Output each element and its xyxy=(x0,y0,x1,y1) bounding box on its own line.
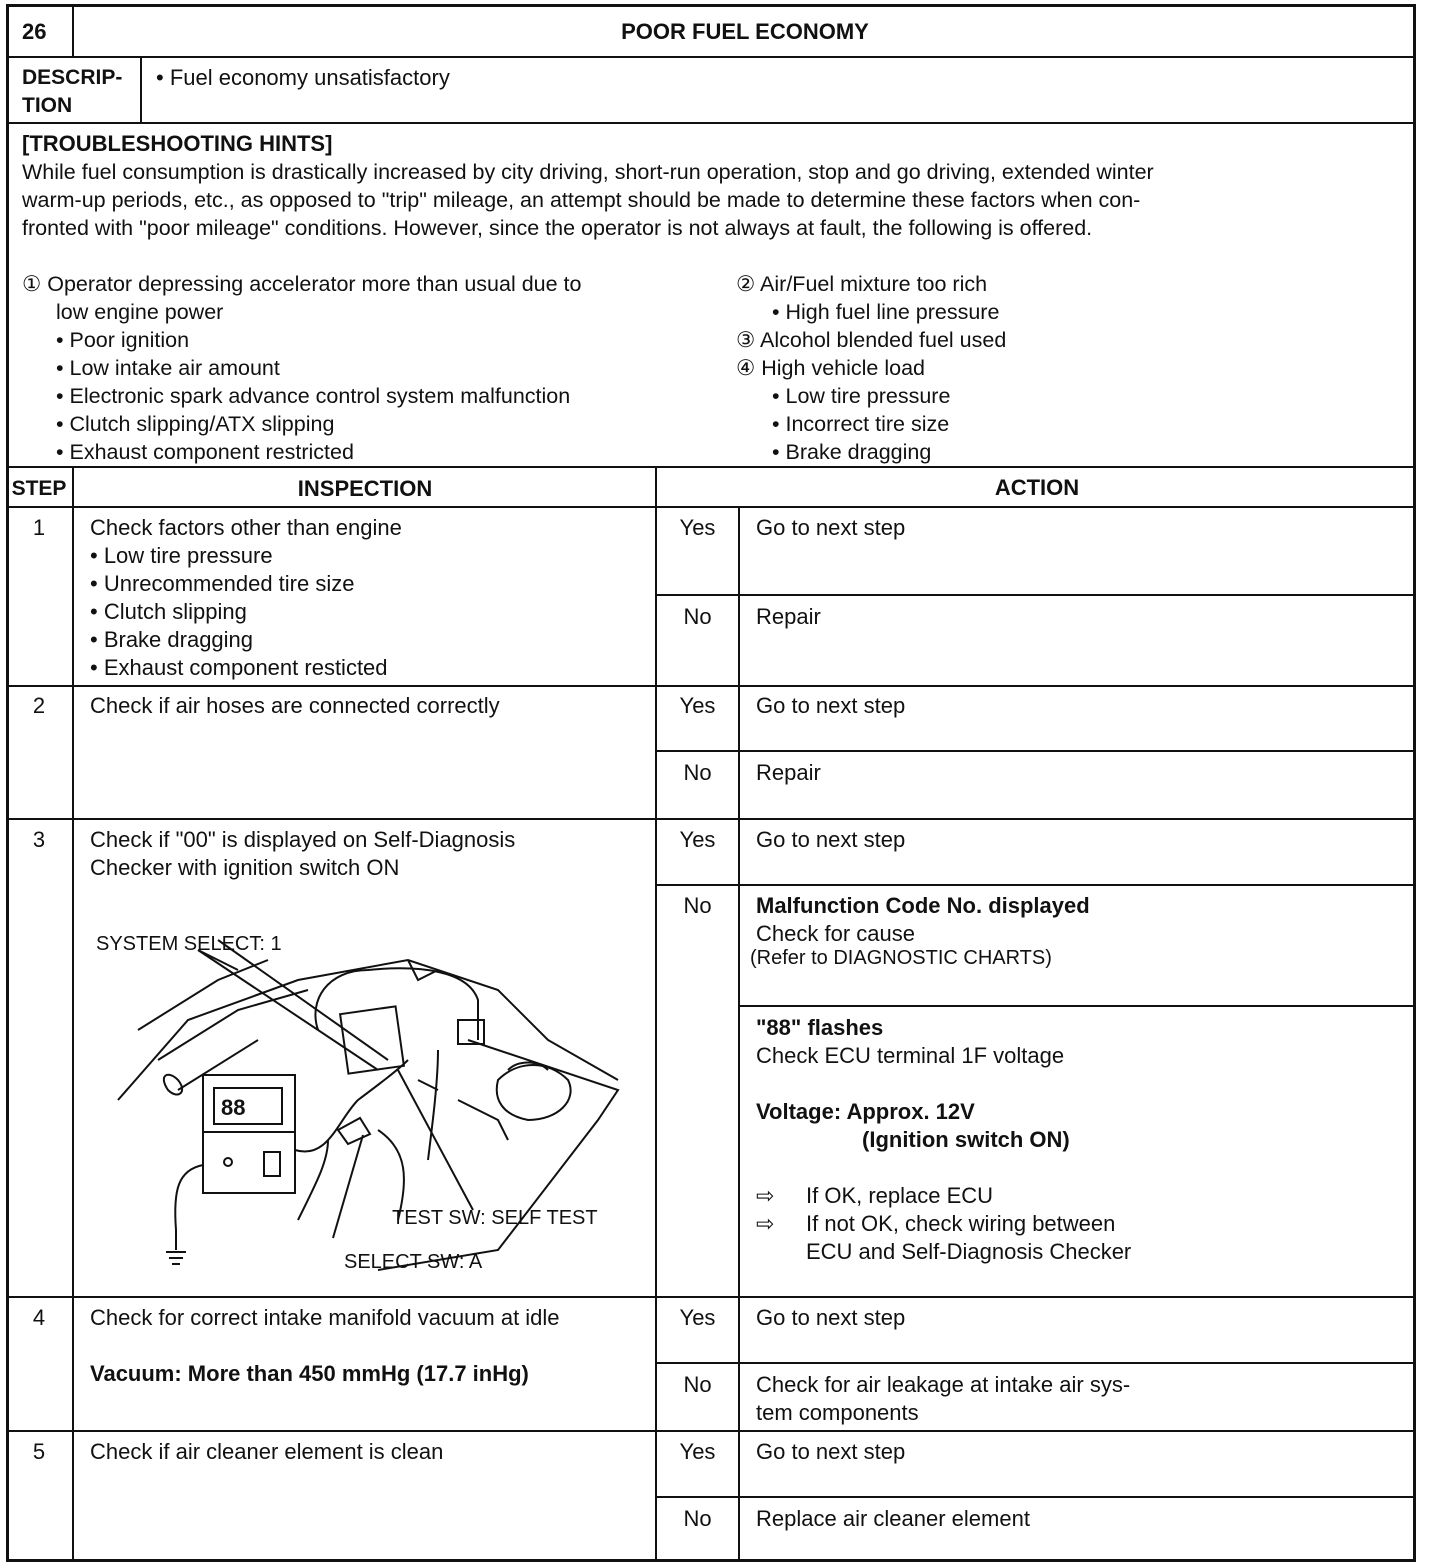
no-label: No xyxy=(683,1506,712,1531)
hint-item: • Brake dragging xyxy=(772,440,932,464)
step-number: 3 xyxy=(32,827,46,852)
no-action-title: Malfunction Code No. displayed xyxy=(756,893,1090,918)
hints-title: [TROUBLESHOOTING HINTS] xyxy=(22,131,333,156)
divider xyxy=(655,750,1416,752)
figure-label-system-select: SYSTEM SELECT: 1 xyxy=(96,933,282,955)
no-action: Repair xyxy=(756,760,821,785)
no-action: Check for air leakage at intake air sys- xyxy=(756,1372,1131,1397)
arrow-icon: ⇨ xyxy=(756,1211,775,1236)
no-label: No xyxy=(683,760,712,785)
yes-label: Yes xyxy=(679,515,716,540)
no-label: No xyxy=(683,1372,712,1397)
voltage-spec-condition: (Ignition switch ON) xyxy=(862,1127,1070,1152)
step-inspection: Check if air cleaner element is clean xyxy=(90,1439,444,1464)
inspection-line: • Exhaust component resticted xyxy=(90,655,388,680)
arrow-icon: ⇨ xyxy=(756,1183,775,1208)
hint-item: • High fuel line pressure xyxy=(772,300,1000,324)
hint-item: low engine power xyxy=(56,300,224,324)
figure-label-select-sw: SELECT SW: A xyxy=(344,1251,483,1273)
inspection-line: • Clutch slipping xyxy=(90,599,247,624)
yes-action: Go to next step xyxy=(756,1305,906,1330)
divider xyxy=(6,56,1416,58)
no-action: tem components xyxy=(756,1400,919,1425)
divider xyxy=(655,1496,1416,1498)
no-action-title: "88" flashes xyxy=(756,1015,884,1040)
step-inspection xyxy=(90,514,402,682)
column-header-inspection: INSPECTION xyxy=(297,476,433,501)
divider xyxy=(655,884,1416,886)
figure-label-test-sw: TEST SW: SELF TEST xyxy=(392,1207,598,1229)
vacuum-spec: Vacuum: More than 450 mmHg (17.7 inHg) xyxy=(90,1361,529,1386)
divider xyxy=(6,466,1416,468)
inspection-line: Checker with ignition switch ON xyxy=(90,855,400,880)
hint-item: ① Operator depressing accelerator more than usual due to xyxy=(22,272,582,296)
hints-paragraph xyxy=(22,158,1154,242)
divider xyxy=(6,818,1416,820)
divider xyxy=(738,1005,1416,1007)
divider xyxy=(6,1430,1416,1432)
step-number: 1 xyxy=(32,515,46,540)
divider xyxy=(655,594,1416,596)
description-label-line: DESCRIP- xyxy=(22,66,123,89)
page-number: 26 xyxy=(22,19,47,44)
no-action: Repair xyxy=(756,604,821,629)
no-action-reference: (Refer to DIAGNOSTIC CHARTS) xyxy=(750,947,1052,969)
no-action: Replace air cleaner element xyxy=(756,1506,1030,1531)
yes-label: Yes xyxy=(679,693,716,718)
page-title: POOR FUEL ECONOMY xyxy=(621,19,869,44)
hint-item: • Exhaust component restricted xyxy=(56,440,354,464)
column-header-action: ACTION xyxy=(994,475,1080,500)
step-number: 4 xyxy=(32,1305,46,1330)
hint-item: • Poor ignition xyxy=(56,328,190,352)
result-line xyxy=(756,1210,1115,1238)
yes-action: Go to next step xyxy=(756,693,906,718)
inspection-line: • Low tire pressure xyxy=(90,543,273,568)
self-diagnosis-checker-illustration xyxy=(78,920,652,1290)
column-header-step: STEP xyxy=(11,477,67,500)
no-action-text: Check for cause xyxy=(756,921,915,946)
description-label-line: TION xyxy=(22,94,73,117)
hint-item: ② Air/Fuel mixture too rich xyxy=(736,272,988,296)
hints-paragraph-line: While fuel consumption is drastically increased by city driving, short-run operation, stop and go driving, extended winter xyxy=(22,160,1154,184)
divider xyxy=(6,1296,1416,1298)
step-inspection xyxy=(90,826,515,882)
result-text: ECU and Self-Diagnosis Checker xyxy=(806,1239,1132,1264)
no-label: No xyxy=(683,604,712,629)
hints-paragraph-line: fronted with "poor mileage" conditions. However, since the operator is not always at fault, the following is offered. xyxy=(22,216,1093,240)
hint-item: • Clutch slipping/ATX slipping xyxy=(56,412,335,436)
description-text: • Fuel economy unsatisfactory xyxy=(156,65,450,90)
yes-action: Go to next step xyxy=(756,1439,906,1464)
hint-item: ③ Alcohol blended fuel used xyxy=(736,328,1007,352)
no-action-text: Check ECU terminal 1F voltage xyxy=(756,1043,1065,1068)
inspection-line: • Brake dragging xyxy=(90,627,254,652)
hints-left-list xyxy=(22,270,581,466)
hints-right-list xyxy=(736,270,1006,466)
voltage-spec: Voltage: Approx. 12V xyxy=(756,1099,975,1124)
hint-item: ④ High vehicle load xyxy=(736,356,925,380)
description-label xyxy=(22,64,122,120)
hint-item: • Incorrect tire size xyxy=(772,412,950,436)
result-line xyxy=(756,1182,993,1210)
divider xyxy=(655,1362,1416,1364)
divider xyxy=(738,506,740,1560)
no-label: No xyxy=(683,893,712,918)
hint-item: • Low tire pressure xyxy=(772,384,951,408)
checker-display-readout: 88 xyxy=(221,1095,246,1120)
divider xyxy=(6,685,1416,687)
step-inspection: Check if air hoses are connected correctly xyxy=(90,693,500,718)
hint-item: • Low intake air amount xyxy=(56,356,280,380)
hints-paragraph-line: warm-up periods, etc., as opposed to "trip" mileage, an attempt should be made to determine these factors when con- xyxy=(22,188,1141,212)
divider xyxy=(72,466,74,1560)
step-number: 2 xyxy=(32,693,46,718)
divider xyxy=(140,56,142,124)
result-text: If OK, replace ECU xyxy=(806,1183,994,1208)
yes-action: Go to next step xyxy=(756,515,906,540)
step-inspection: Check for correct intake manifold vacuum at idle xyxy=(90,1305,560,1330)
step-number: 5 xyxy=(32,1439,46,1464)
yes-label: Yes xyxy=(679,1305,716,1330)
yes-label: Yes xyxy=(679,827,716,852)
inspection-line: Check factors other than engine xyxy=(90,515,402,540)
inspection-line: Check if "00" is displayed on Self-Diagnosis xyxy=(90,827,516,852)
yes-label: Yes xyxy=(679,1439,716,1464)
divider xyxy=(6,122,1416,124)
divider xyxy=(6,506,1416,508)
yes-action: Go to next step xyxy=(756,827,906,852)
inspection-line: • Unrecommended tire size xyxy=(90,571,355,596)
hint-item: • Electronic spark advance control system malfunction xyxy=(56,384,571,408)
result-text: If not OK, check wiring between xyxy=(806,1211,1116,1236)
